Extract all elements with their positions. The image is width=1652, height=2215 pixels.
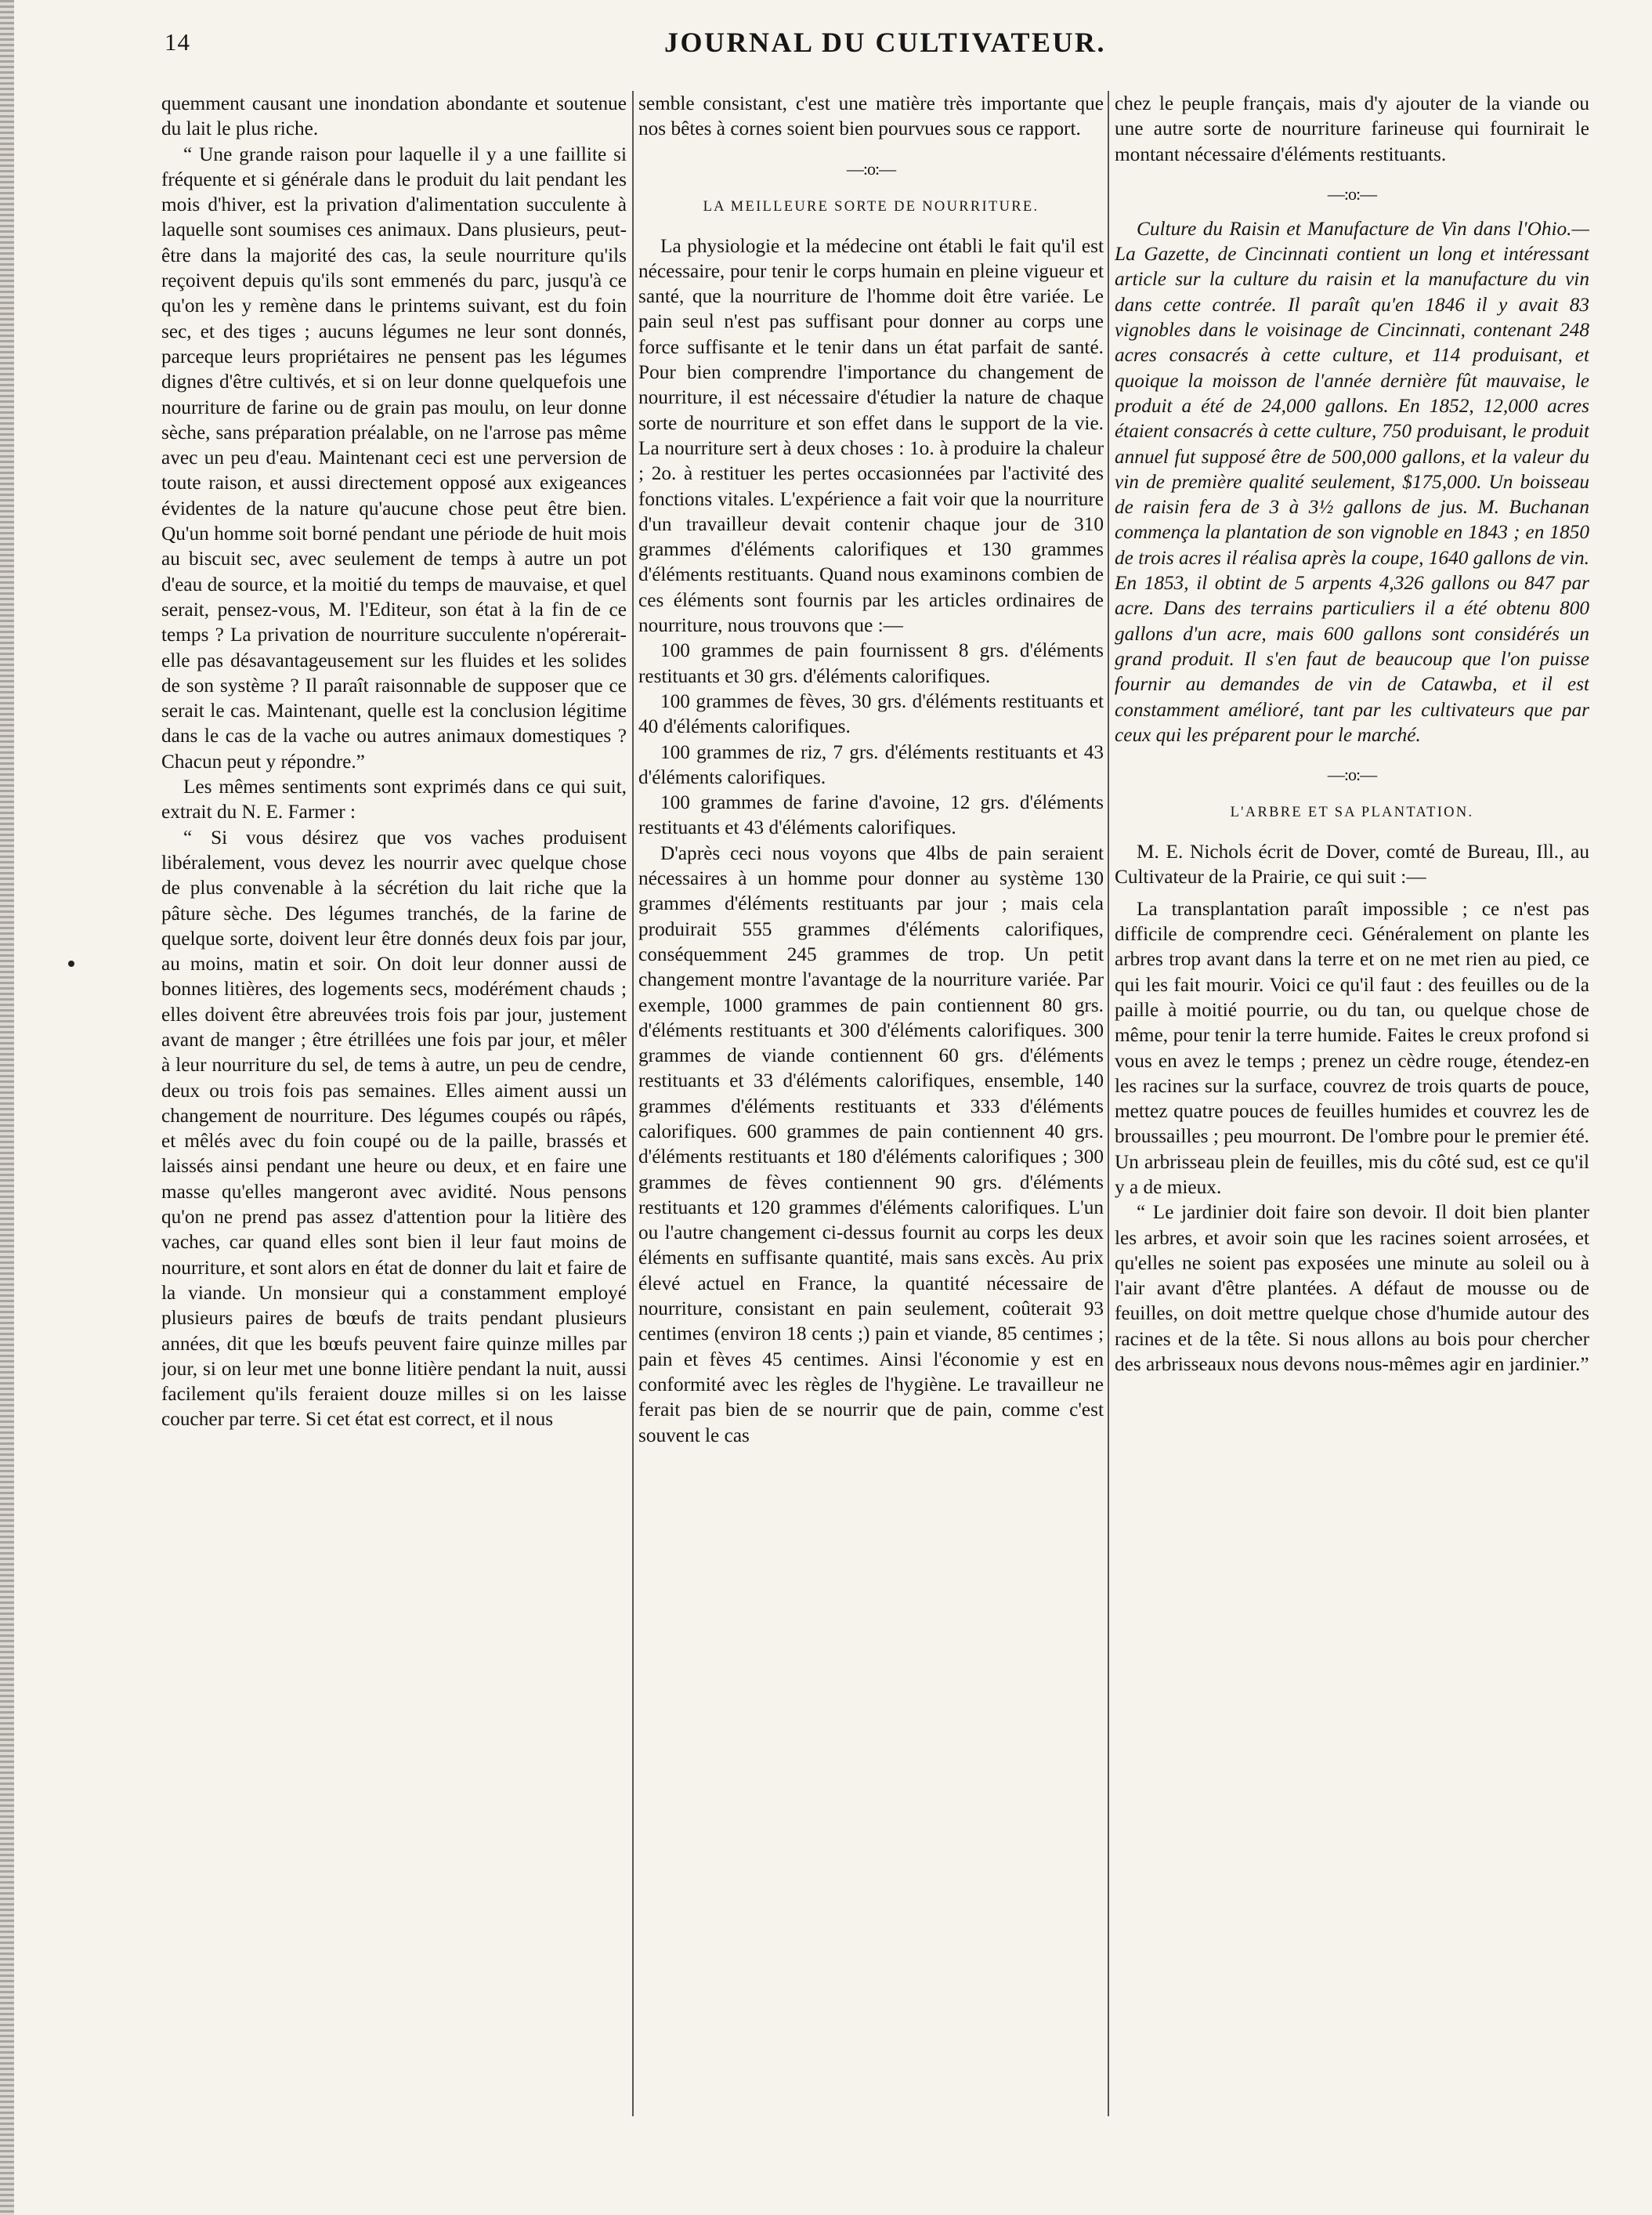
food-article-continuation: D'après ceci nous voyons que 4lbs de pain seraient nécessaires à un homme pour donner au système 130 grammes d'éléments restituants par jour ; mais cela produirait 555 grammes d'éléments calorifiques, conséquemment 245 grammes de trop. Un petit changement montre l'avantage de la nourriture variée. Par exemple, 1000 grammes de pain contiennent 80 grs. d'éléments restituants et 300 d'éléments calorifiques. 300 grammes de viande contiennent 60 grs. d'éléments restituants et 33 d'éléments calorifiques, ensemble, 140 grammes d'éléments restituants et 333 d'éléments calorifiques. 600 grammes de pain contiennent 40 grs. d'éléments restituants et 180 d'éléments calorifiques ; 300 grammes de fèves contiennent 90 grs. d'éléments restituants et 120 grammes d'éléments calorifiques. L'un ou l'autre changement ci-dessus fournit au corps les deux éléments en suffisante quantité, mais sans excès. Au prix élevé actuel en France, la quantité nécessaire de nourriture, consistant en pain seulement, coûterait 93 centimes (environ 18 cents ;) pain et viande, 85 centimes ; pain et fèves 45 centimes. Ainsi l'économie y est en conformité avec les règles de l'hygiène. Le travailleur ne ferait pas bien de se nourrir que de pain, comme c'est souvent le cas	[638, 841, 1104, 1446]
gardener-quote-paragraph: “ Le jardinier doit faire son devoir. Il doit bien planter les arbres, et avoir soin que les racines soient arrosées, et qu'elles ne soient pas exposées une minute au soleil ou à l'air avant d'être plantées. A défaut de mousse ou de feuilles, on doit mettre quelque chose d'humide autour des racines et de la tête. Si nous allons au bois pour chercher des arbrisseaux nous devons nous-mêmes agir en jardinier.”	[1115, 1201, 1589, 1376]
section-title-best-food: LA MEILLEURE SORTE DE NOURRITURE.	[703, 198, 1039, 215]
tree-article-paragraph: La transplantation paraît impossible ; ce n'est pas difficile de comprendre ceci. Généralement on plante les arbres trop avant dans la terre et on ne met rien au pied, ce qui les fait mourir. Voici ce qu'il faut : des feuilles ou de la paille à moitié pourrie, ou du tan, ou quelque chose de même, pour tenir la terre humide. Faites le creux profond si vous en avez le temps ; prenez un cèdre rouge, étendez-en les racines sur la surface, couvrez de trois quarts de pouce, mettez quatre pouces de feuilles humides et couvrez les de broussailles ; peu mourront. De l'ombre pour le premier été. Un arbrisseau plein de feuilles, mis du côté sud, est ce qu'il y a de mieux.	[1115, 897, 1589, 1198]
page-binding-edge	[0, 0, 14, 2215]
continued-paragraph: chez le peuple français, mais d'y ajouter de la viande ou une autre sorte de nourriture farineuse qui fournirait le montant nécessaire d'éléments restituants.	[1115, 92, 1589, 165]
text-column-left	[161, 91, 627, 2097]
column-divider-left	[632, 91, 634, 2116]
section-separator: —:o:—	[1327, 765, 1377, 785]
food-list-item-bread: 100 grammes de pain fournissent 8 grs. d'éléments restituants et 30 grs. d'éléments calorifiques.	[638, 639, 1104, 687]
page-header	[164, 27, 1606, 72]
food-list-item-beans: 100 grammes de fèves, 30 grs. d'éléments restituants et 40 d'éléments calorifiques.	[638, 689, 1104, 738]
section-title-tree-planting: L'ARBRE ET SA PLANTATION.	[1230, 805, 1474, 821]
food-article-paragraph: La physiologie et la médecine ont établi le fait qu'il est nécessaire, pour tenir le corps humain en pleine vigueur et santé, que la nourriture de l'homme doit être variée. Le pain seul n'est pas suffisant pour donner au corps une force suffisante et le tenir dans un état parfait de santé. Pour bien comprendre l'importance du changement de nourriture, il est nécessaire d'étudier la nature de chaque sorte de nourriture et son effet dans le support de la vie. La nourriture sert à deux choses : 1o. à produire la chaleur ; 2o. à restituer les pertes occasionnées par l'activité des fonctions vitales. L'expérience a fait voir que la nourriture d'un travailleur devait contenir chaque jour de 310 grammes d'éléments calorifiques et 130 grammes d'éléments restituants. Quand nous examinons combien de ces éléments sont fournis par les articles ordinaires de nourriture, nous trouvons que :—	[638, 234, 1104, 637]
food-list-item-rice: 100 grammes de riz, 7 grs. d'éléments restituants et 43 d'éléments calorifiques.	[638, 740, 1104, 788]
tree-article-intro: M. E. Nichols écrit de Dover, comté de Bureau, Ill., au Cultivateur de la Prairie, ce qui suit :—	[1115, 841, 1589, 889]
section-separator: —:o:—	[846, 158, 896, 179]
print-speck	[68, 961, 74, 967]
farmer-quote-paragraph: “ Si vous désirez que vos vaches produisent libéralement, vous devez les nourrir avec quelque chose de plus convenable à la sécrétion du lait riche que la pâture sèche. Des légumes tranchés, de la farine de quelque sorte, doivent leur être donnés deux fois par jour, au moins, matin et soir. On doit leur donner aussi de bonnes litières, des logements secs, modérément chauds ; elles doivent être abreuvées trois fois par jour, justement avant de manger ; être étrillées une fois par jour, et mêler à leur nourriture du sel, de tems à autre, un peu de cendre, deux ou trois fois pas semaines. Elles aiment aussi un changement de nourriture. Des légumes coupés ou râpés, et mêlés avec du foin coupé ou de la paille, brassés et laissés ainsi pendant une heure ou deux, et en faire une masse qu'elles mangeront avec avidité. Nous pensons qu'on ne prend pas assez d'attention pour la litière des vaches, car quand elles sont bien il leur faut moins de nourriture, et sont alors en état de donner du lait et faire de la viande. Un monsieur qui a constamment employé plusieurs paires de bœufs de traits pendant plusieurs années, dit que les bœufs peuvent faire quinze milles par jour, si on leur met une bonne litière pendant la nuit, aussi facilement qu'ils feraient douze milles si on les laisse coucher par terre. Si cet état est correct, et il nous	[161, 826, 627, 1431]
page-number: 14	[164, 28, 190, 56]
text-column-middle	[638, 91, 1104, 2097]
journal-title: JOURNAL DU CULTIVATEUR.	[664, 27, 1106, 58]
column-divider-right	[1108, 91, 1109, 2116]
food-list-item-oats: 100 grammes de farine d'avoine, 12 grs. d'éléments restituants et 43 d'éléments calorifiques.	[638, 791, 1104, 839]
intro-paragraph: Les mêmes sentiments sont exprimés dans ce qui suit, extrait du N. E. Farmer :	[161, 776, 627, 823]
wine-article-paragraph: Culture du Raisin et Manufacture de Vin dans l'Ohio.—La Gazette, de Cincinnati contient un long et intéressant article sur la culture du raisin et la manufacture du vin dans cette contrée. Il paraît qu'en 1846 il y avait 83 vignobles dans le voisinage de Cincinnati, contenant 248 acres consacrés à cette culture, et 114 produisant, et quoique la moisson de l'année dernière fût mauvaise, le produit a été de 24,000 gallons. En 1852, 12,000 acres étaient consacrés à cette culture, 750 produisant, le produit annuel fut supposé être de 500,000 gallons, et la valeur du vin de première qualité seulement, $175,000. Un boisseau de raisin fera de 3 à 3½ gallons de jus. M. Buchanan commença la plantation de son vignoble en 1843 ; en 1850 de trois acres il réalisa après la coupe, 1640 gallons de vin. En 1853, il obtint de 5 arpents 4,326 gallons ou 847 par acre. Dans des terrains particuliers il a été obtenu 800 gallons d'un acre, mais 600 gallons sont considérés un grand produit. Il s'en faut de beaucoup que l'on puisse fournir au demandes de vin de Catawba, et il est constamment amélioré, tant par les cultivateurs que par ceux qui les préparent pour le marché.	[1115, 217, 1589, 746]
text-column-right	[1115, 91, 1589, 2097]
continued-paragraph: quemment causant une inondation abondante et soutenue du lait le plus riche.	[161, 92, 627, 140]
continued-paragraph: semble consistant, c'est une matière très importante que nos bêtes à cornes soient bien pourvues sous ce rapport.	[638, 92, 1104, 140]
quoted-paragraph: “ Une grande raison pour laquelle il y a une faillite si fréquente et si générale dans le produit du lait pendant les mois d'hiver, est la privation d'alimentation succulente à laquelle sont soumises ces animaux. Dans plusieurs, peut-être dans la majorité des cas, la seule nourriture qu'ils reçoivent depuis qu'ils sont emmenés du parc, jusqu'à ce qu'on les y remène dans le printems suivant, est du foin sec, et des tiges ; aucuns légumes ne leur sont donnés, parceque leurs propriétaires ne pensent pas les légumes dignes d'être cultivés, et si on leur donne quelquefois une nourriture de farine ou de grain pas moulu, on leur donne sèche, sans préparation préalable, on ne l'arrose pas même avec un peu d'eau. Maintenant ceci est une perversion de toute raison, et aussi directement opposé aux exigeances évidentes de la nature qu'aucune chose peut être bien. Qu'un homme soit borné pendant une période de huit mois au biscuit sec, avec seulement de temps à autre un pot d'eau de source, et la moitié du temps de mauvaise, et quel serait, pensez-vous, M. l'Editeur, son état à la fin de ce temps ? La privation de nourriture succulente n'opérerait-elle pas désavantageusement sur les fluides et les solides de son système ? Il paraît raisonnable de supposer que ce serait le cas. Maintenant, quelle est la conclusion légitime dans le cas de la vache ou autres animaux domestiques ? Chacun peut y répondre.”	[161, 143, 627, 773]
section-separator: —:o:—	[1327, 183, 1377, 204]
paragraph-gap	[1115, 890, 1589, 896]
